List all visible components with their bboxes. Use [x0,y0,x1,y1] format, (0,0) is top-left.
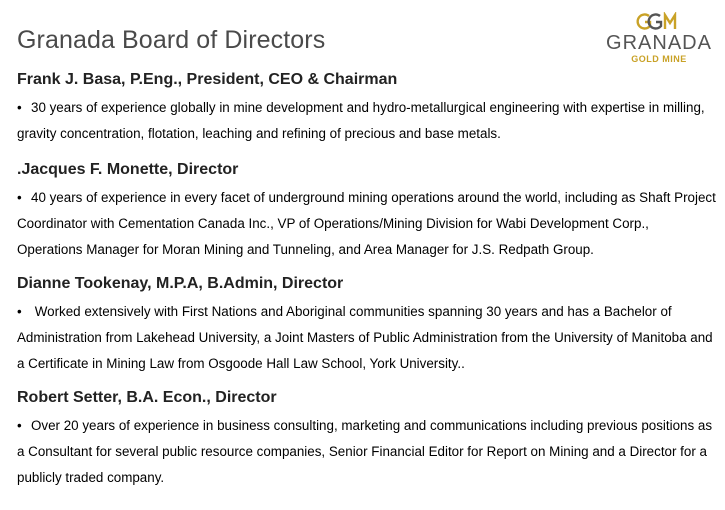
ggm-logo-mark-icon [605,12,713,32]
director-name: Dianne Tookenay, M.P.A, B.Admin, Director [17,275,344,292]
directors-list [17,69,717,501]
page-title: Granada Board of Directors [17,26,326,54]
director-bio [17,185,717,263]
director-bio-text: Worked extensively with First Nations and Aboriginal communities spanning 30 years and has a Bachelor of Administration from Lakehead University, a Joint Masters of Public Administration from the University of Manitoba and a Certificate in Mining Law from Osgoode Hall Law School, York University.. [17,304,713,371]
director-entry [17,159,717,263]
bullet-icon: • [17,100,22,115]
director-bio-text: 40 years of experience in every facet of underground mining operations around the world, including as Shaft Project Coordinator with Cementation Canada Inc., VP of Operations/Mining Division for Wabi Development Corp., Operations Manager for Moran Mining and Tunneling, and Area Manager for J.S. Redpath Group. [17,190,716,257]
bullet-icon: • [17,418,22,433]
logo-subtitle: GOLD MINE [631,54,687,64]
director-bio [17,413,717,491]
director-bio-text: Over 20 years of experience in business consulting, marketing and communications including previous positions as a Consultant for several public resource companies, Senior Financial Editor for Report on Mining and a Director for a publicly traded company. [17,418,713,485]
bullet-icon: • [17,190,22,205]
director-entry [17,273,717,377]
granada-logo [605,12,713,68]
director-name: Frank J. Basa, P.Eng., President, CEO & Chairman [17,71,398,88]
director-entry [17,69,717,147]
director-name: .Jacques F. Monette, Director [17,161,239,178]
bullet-icon: • [17,304,22,319]
director-entry [17,387,717,491]
logo-wordmark: GRANADA [606,32,712,54]
director-name: Robert Setter, B.A. Econ., Director [17,389,277,406]
director-bio-text: 30 years of experience globally in mine development and hydro-metallurgical engineering with expertise in milling, gravity concentration, flotation, leaching and refining of precious and base metals. [17,100,705,141]
director-bio [17,95,717,147]
director-bio [17,299,717,377]
ggm-monogram-icon [636,12,682,32]
